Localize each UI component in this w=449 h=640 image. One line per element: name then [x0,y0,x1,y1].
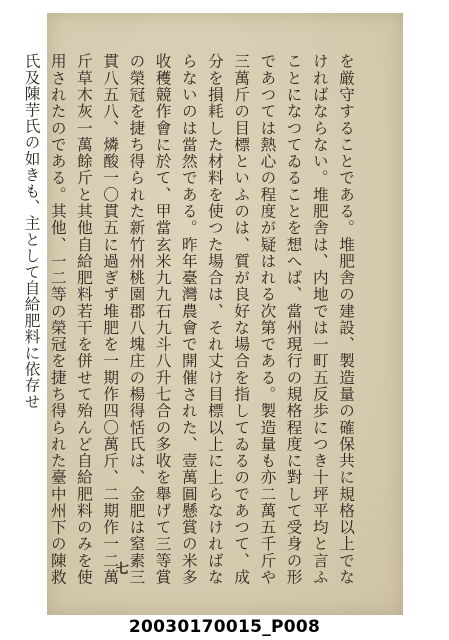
page-number: 七 [116,562,130,577]
body-paragraph: を厳守することである。堆肥舎の建設、製造量の確保共に規格以上でなければならない。堆肥舎は、内地では一町五反歩につき十坪平均と言ふことになつてゐることを想へば、當州現行の規格程度に對して受身の形であつては熱心の程度が疑はれる次第である。製造量も亦二萬五千斤や三萬斤の目標といふのは、質が良好な場合を指してゐるのであつて、成分を損耗した材料を使つた場合は、それ丈け目標以上に上らなければならないのは當然である。昨年臺灣農會で開催された、壹萬圓懸賞の米多收穫競作會に於て、甲當玄米九九石九斗八升七合の多收を舉げて三等賞の榮冠を捷ち得られた新竹州桃園郡八塊庄の楊得恬氏は、金肥は窒素三貫八五八、燐酸一〇貫五に過ぎず堆肥を一期作四〇萬斤、二期作一二萬斤草木灰一萬餘斤と其他自給肥料若干を併せて殆んど自給肥料のみを使用されたのである。其他、一二等の榮冠を捷ち得られた臺中州下の陳救氏及陳芋氏の如きも、主として自給肥料に依存せ [22,53,355,585]
image-id-caption: 20030170015_P008 [128,617,321,637]
vertical-body-text [18,53,359,585]
scanned-page [22,13,403,615]
